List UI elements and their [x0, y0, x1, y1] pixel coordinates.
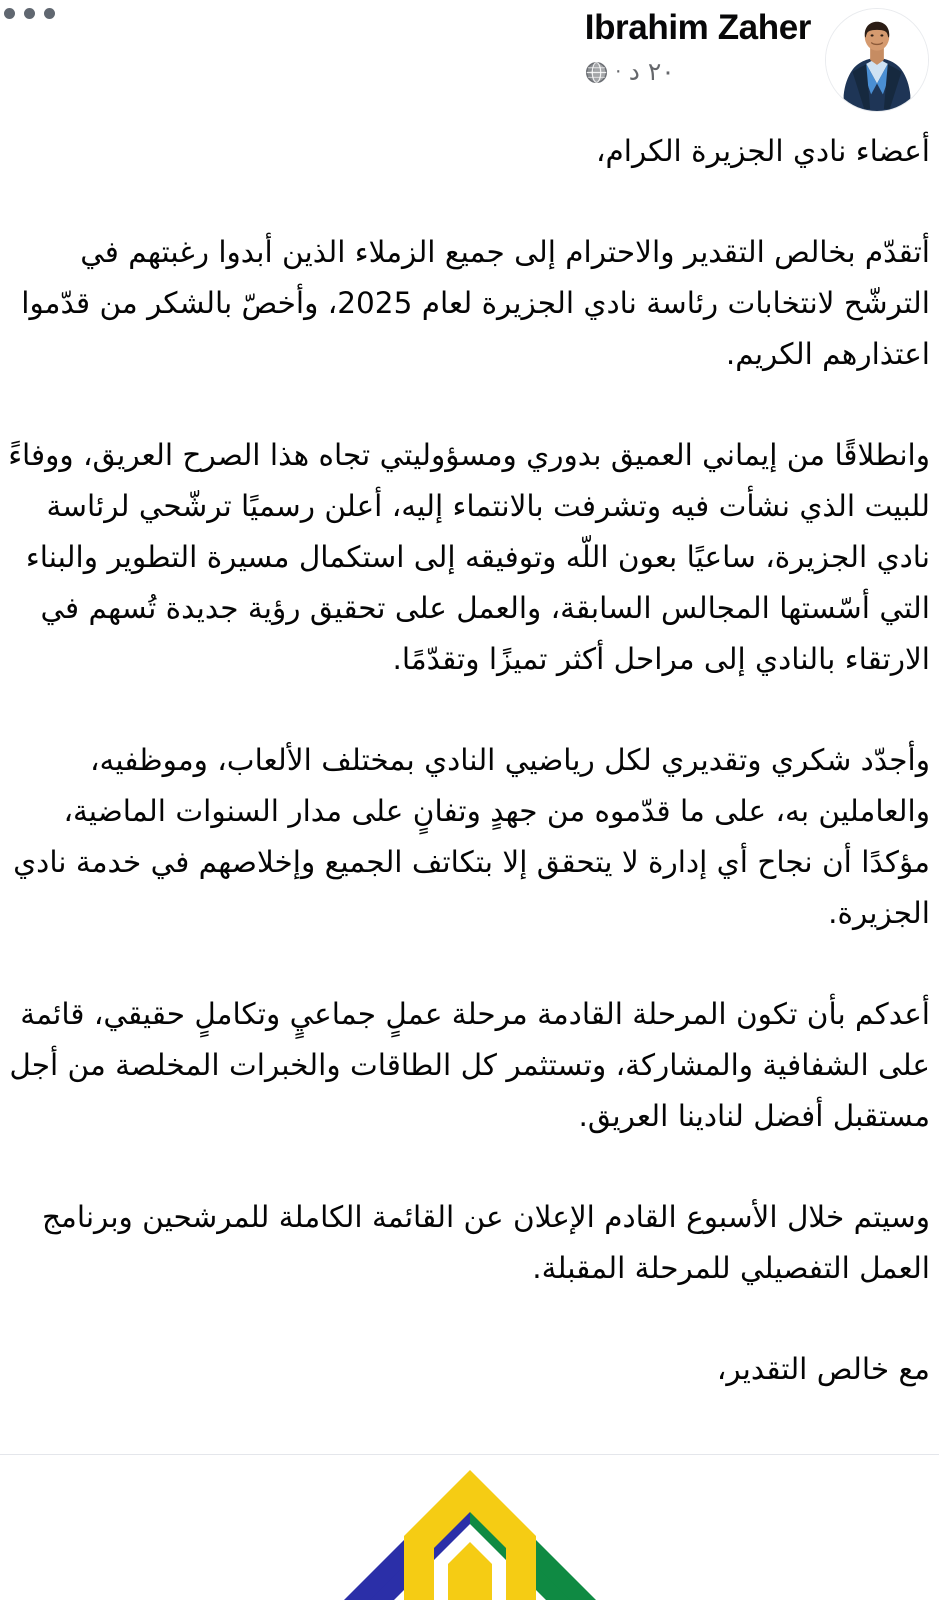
- ellipsis-horizontal-icon: [4, 8, 15, 19]
- ellipsis-horizontal-icon: [24, 8, 35, 19]
- author-block: [585, 6, 811, 85]
- post-paragraph: أعضاء نادي الجزيرة الكرام،: [596, 134, 930, 168]
- content-divider: [0, 1454, 939, 1455]
- avatar[interactable]: [825, 8, 929, 112]
- profile-avatar-image: [826, 9, 928, 111]
- post-message: [8, 126, 930, 1395]
- post-paragraph: أعدكم بأن تكون المرحلة القادمة مرحلة عملٍ جماعيٍ وتكاملٍ حقيقي، قائمة على الشفافية والمشاركة، وتستثمر كل الطاقات والخبرات المخلصة من أجل مستقبل أفضل لنادينا العريق.: [9, 997, 930, 1133]
- post-timestamp[interactable]: ٢٠ د: [628, 57, 675, 86]
- ellipsis-horizontal-icon: [44, 8, 55, 19]
- post-attachment-image[interactable]: [0, 1456, 939, 1600]
- post-paragraph: أتقدّم بخالص التقدير والاحترام إلى جميع الزملاء الذين أبدوا رغبتهم في الترشّح لانتخابات رئاسة نادي الجزيرة لعام 2025، وأخصّ بالشكر من قدّموا اعتذارهم الكريم.: [21, 235, 930, 371]
- post-options-button[interactable]: [4, 8, 55, 19]
- meta-separator: ·: [614, 58, 622, 82]
- post-paragraph: وانطلاقًا من إيماني العميق بدوري ومسؤوليتي تجاه هذا الصرح العريق، ووفاءً للبيت الذي نشأت فيه وتشرفت بالانتماء إليه، أعلن رسميًا ترشّحي لرئاسة نادي الجزيرة، ساعيًا بعون اللّه وتوفيقه إلى استكمال مسيرة التطوير والبناء التي أسّستها المجالس السابقة، والعمل على تحقيق رؤية جديدة تُسهم في الارتقاء بالنادي إلى مراحل أكثر تميزًا وتقدّمًا.: [8, 438, 930, 676]
- author-name[interactable]: Ibrahim Zaher: [584, 8, 811, 47]
- globe-public-icon[interactable]: [585, 61, 608, 84]
- post-header: [0, 0, 939, 120]
- al-gezira-club-logo: [300, 1456, 640, 1600]
- post-paragraph: مع خالص التقدير،: [716, 1352, 930, 1386]
- post-paragraph: وسيتم خلال الأسبوع القادم الإعلان عن القائمة الكاملة للمرشحين وبرنامج العمل التفصيلي للمرحلة المقبلة.: [42, 1200, 930, 1285]
- post-paragraph: وأجدّد شكري وتقديري لكل رياضيي النادي بمختلف الألعاب، وموظفيه، والعاملين به، على ما قدّموه من جهدٍ وتفانٍ على مدار السنوات الماضية، مؤكدًا أن نجاح أي إدارة لا يتحقق إلا بتكاتف الجميع وإخلاصهم في خدمة نادي الجزيرة.: [13, 743, 930, 930]
- post-meta: [585, 59, 811, 85]
